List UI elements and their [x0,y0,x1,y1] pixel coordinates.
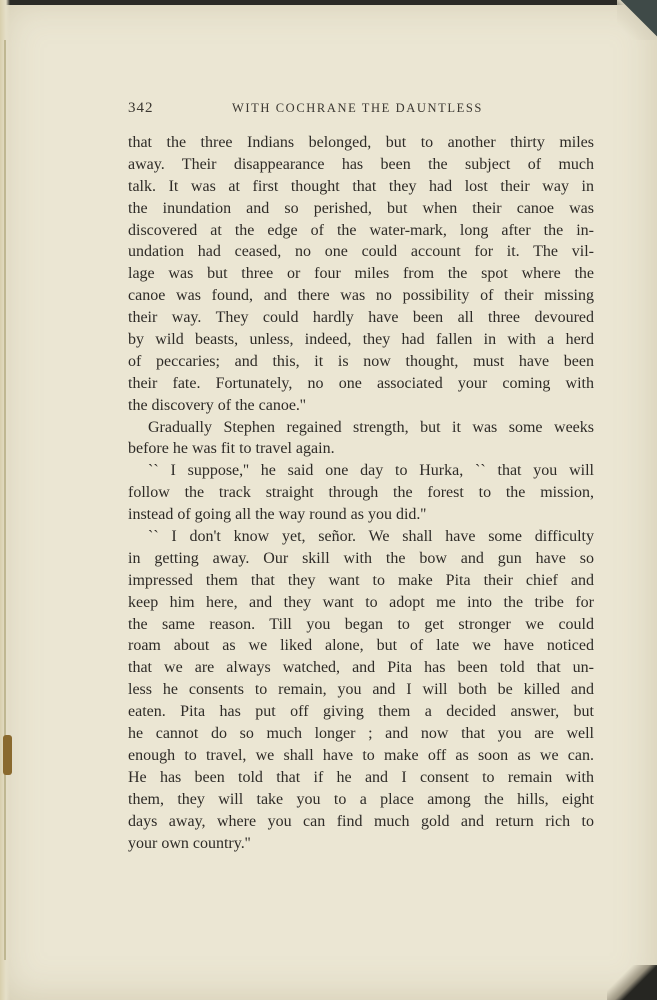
text-line: their fate. Fortunately, no one associated your coming with [128,374,594,392]
text-line: the discovery of the canoe.'' [128,396,306,414]
page-header [128,100,594,120]
text-line: He has been told that if he and I consent to remain with [128,768,594,786]
text-line: before he was fit to travel again. [128,440,335,458]
text-line: in getting away. Our skill with the bow and gun have so [128,549,594,567]
text-line: by wild beasts, unless, indeed, they had fallen in with a herd [128,331,594,349]
text-line: impressed them that they want to make Pita their chief and [128,571,594,589]
text-line: their way. They could hardly have been all three devoured [128,309,594,327]
page-corner-bottom-right [607,965,657,1000]
binding-rule [4,40,6,960]
page-number: 342 [128,100,154,116]
text-line: discovered at the edge of the water-mark, long after the in- [128,221,594,239]
text-line: `` I suppose,'' he said one day to Hurka, `` that you will [148,462,594,480]
text-line: your own country.'' [128,834,251,852]
text-line: undation had ceased, no one could account for it. The vil- [128,243,594,261]
text-line: of peccaries; and this, it is now thought, must have been [128,352,594,370]
text-line: follow the track straight through the forest to the mission, [128,484,594,502]
text-line: Gradually Stephen regained strength, but it was some weeks [148,418,594,436]
text-line: keep him here, and they want to adopt me into the tribe for [128,593,594,611]
text-line: eaten. Pita has put off giving them a decided answer, but [128,703,594,721]
binding-stain [3,735,12,775]
text-line: that we are always watched, and Pita has been told that un- [128,659,594,677]
text-line: enough to travel, we shall have to make off as soon as we can. [128,746,594,764]
text-line: them, they will take you to a place among the hills, eight [128,790,594,808]
text-line: roam about as we liked alone, but of late we have noticed [128,637,594,655]
text-line: talk. It was at first thought that they had lost their way in [128,177,594,195]
text-line: that the three Indians belonged, but to another thirty miles [128,134,594,151]
text-line: less he consents to remain, you and I will both be killed and [128,681,594,699]
running-head: WITH COCHRANE THE DAUNTLESS [232,101,483,115]
page-corner-top-right [617,0,657,40]
text-line: `` I don't know yet, señor. We shall have some difficulty [148,528,594,546]
text-line: the same reason. Till you began to get stronger we could [128,615,594,633]
text-line: away. Their disappearance has been the subject of much [128,155,594,173]
text-line: days away, where you can find much gold and return rich to [128,812,594,830]
text-line: canoe was found, and there was no possibility of their missing [128,287,594,305]
text-line: he cannot do so much longer ; and now that you are well [128,725,594,743]
page-top-edge [0,0,657,5]
text-line: the inundation and so perished, but when their canoe was [128,199,594,217]
body-text [128,132,594,854]
text-line: lage was but three or four miles from the spot where the [128,265,594,283]
text-line: instead of going all the way round as you did.'' [128,506,427,524]
